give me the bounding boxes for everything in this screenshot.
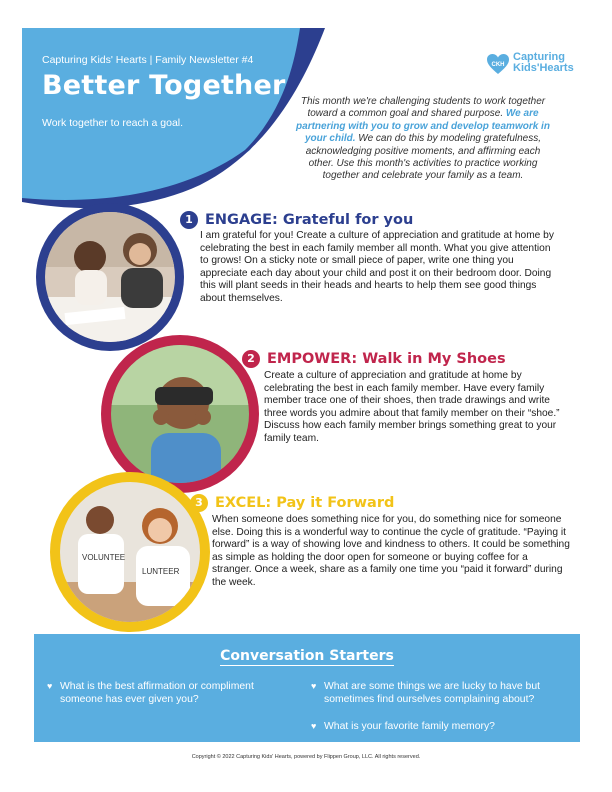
copyright-footer: Copyright © 2022 Capturing Kids' Hearts, powered by Flippen Group, LLC. All rights reserved. (191, 754, 421, 760)
section-number-badge: 3 (190, 494, 208, 512)
section-engage (180, 211, 560, 306)
section-excel-body: When someone does something nice for you, do something nice for someone else. Doing this is a wonderful way to continue the cycle of gratitude. “Paying it forward” is a way of showing love and kindness to others. It could be something as simple as holding the door open for someone or buying coffee for a stranger. Once a week, share as a family one time you “paid it forward” during the week. (212, 514, 570, 588)
section-number-badge: 1 (180, 211, 198, 229)
section-empower-title (242, 350, 572, 368)
question-2 (311, 680, 549, 706)
section-engage-body: I am grateful for you! Create a culture of appreciation and gratitude at home by celebrating the best in each family member all month. What you give attention to grows! On a sticky note or small piece of paper, write one thing you appreciate each day about your child and post it on their bedroom door. Doing this will plant seeds in their heads and hearts to help them see good things about themselves. (200, 230, 554, 304)
ckh-logo (486, 52, 596, 78)
intro-text-1: This month we're challenging students to work together toward a common goal and shared purpose. (300, 96, 546, 120)
empower-photo-ring (101, 335, 259, 493)
section-excel (190, 494, 570, 590)
conversation-starters-box (34, 634, 580, 742)
heart-logo-icon (486, 52, 510, 76)
section-empower-body: Create a culture of appreciation and gratitude at home by celebrating the best in each family member. Have every family member trace one of their shoes, then trade drawings and write three words you admire about that family member on their “shoe.” Discuss how each family member brings something great to your family team. (264, 370, 560, 444)
question-text: What is the best affirmation or compliment someone has ever given you? (60, 681, 254, 705)
heart-bullet-icon: ♥ (311, 681, 317, 691)
question-text: What are some things we are lucky to have but sometimes find ourselves complaining about? (324, 681, 541, 705)
section-title-text: EMPOWER: Walk in My Shoes (267, 351, 506, 367)
newsletter-eyebrow: Capturing Kids' Hearts | Family Newsletter #4 (42, 54, 254, 66)
question-1 (47, 680, 275, 706)
section-title-text: EXCEL: Pay it Forward (215, 495, 395, 511)
page-tagline: Work together to reach a goal. (42, 117, 184, 129)
heart-bullet-icon: ♥ (47, 681, 53, 691)
section-title-text: ENGAGE: Grateful for you (205, 212, 414, 228)
section-number-badge: 2 (242, 350, 260, 368)
question-3 (311, 720, 549, 733)
section-excel-title (190, 494, 570, 512)
conversation-starters-title: Conversation Starters (220, 648, 394, 664)
logo-badge-text: CKH (491, 62, 505, 68)
section-empower (242, 350, 572, 446)
excel-photo (60, 482, 200, 622)
engage-photo (45, 212, 175, 342)
logo-line1: Capturing (513, 51, 565, 63)
shirt-text-1: VOLUNTEE (82, 553, 126, 562)
question-text: What is your favorite family memory? (324, 721, 495, 732)
heart-bullet-icon: ♥ (311, 721, 317, 731)
section-engage-title (180, 211, 560, 229)
engage-photo-ring (36, 203, 184, 351)
intro-text-2: We can do this by modeling gratefulness, acknowledging positive moments, and affirming each other. Use this month's activities to practice working together and celebrate your family as a team. (305, 133, 542, 182)
page-title: Better Together (42, 70, 286, 101)
excel-photo-ring (50, 472, 210, 632)
empower-photo (111, 345, 249, 483)
intro-highlight: We are partnering with you to grow and develop teamwork in your child. (296, 108, 550, 145)
logo-line2: Kids'Hearts (513, 62, 574, 74)
intro-paragraph (292, 96, 554, 183)
shirt-text-2: LUNTEER (142, 567, 180, 576)
